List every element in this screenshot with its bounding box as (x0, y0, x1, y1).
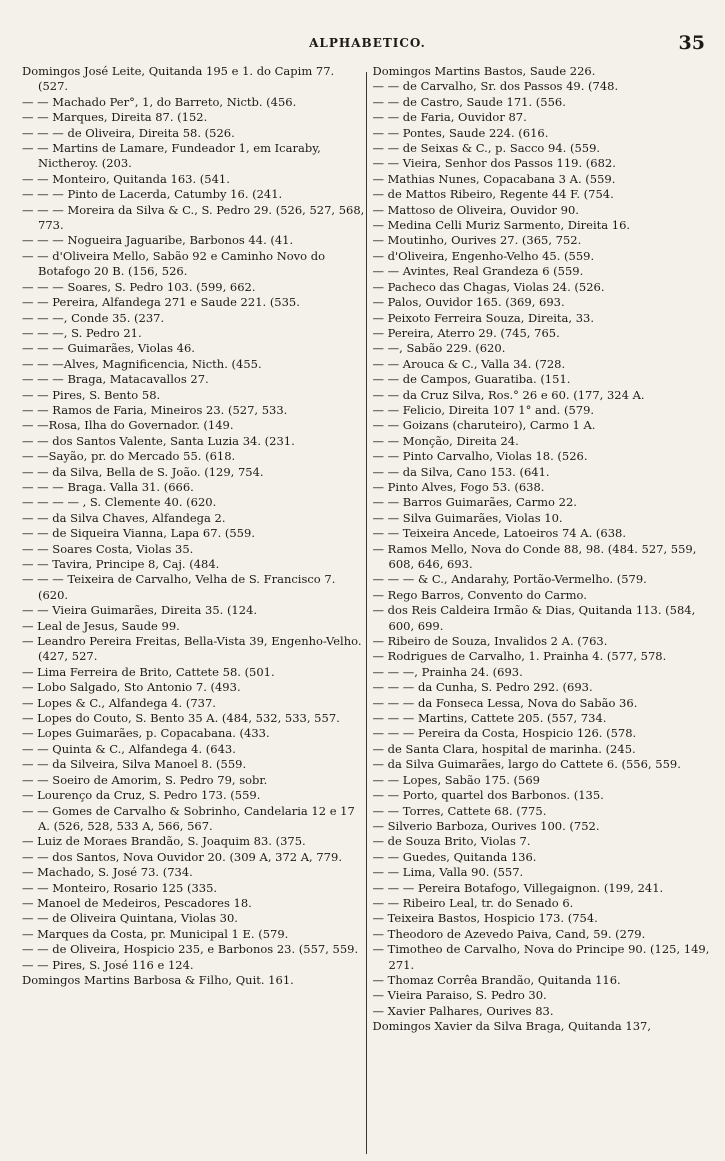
directory-entry: — — da Silva, Bella de S. João. (129, 754. (22, 464, 264, 479)
directory-entry: — — — Braga. Valla 31. (666. (22, 479, 194, 494)
directory-entry: — — Torres, Cattete 68. (775. (372, 803, 547, 818)
directory-entry: — — Vieira Guimarães, Direita 35. (124. (22, 603, 258, 618)
directory-entry: — Mattoso de Oliveira, Ouvidor 90. (372, 202, 579, 217)
directory-entry: — — Ramos de Faria, Mineiros 23. (527, 533. (22, 402, 288, 417)
directory-entry: — — — Martins, Cattete 205. (557, 734. (372, 711, 607, 726)
directory-entry: — Theodoro de Azevedo Paiva, Cand, 59. (279. (372, 926, 646, 941)
directory-entry: — da Silva Guimarães, largo do Cattete 6. (556, 559. (372, 757, 681, 772)
directory-entry: — — da Silva Chaves, Alfandega 2. (22, 510, 226, 525)
directory-entry: — — —Alves, Magnificencia, Nicth. (455. (22, 356, 262, 371)
directory-entry: — Rego Barros, Convento do Carmo. (372, 587, 587, 602)
directory-entry: — Pacheco das Chagas, Violas 24. (526. (372, 279, 605, 294)
directory-entry: Domingos José Leite, Quitanda 195 e 1. do Capim 77. (527. (22, 64, 335, 94)
page-number: 35 (678, 32, 705, 54)
directory-entry: — de Mattos Ribeiro, Regente 44 F. (754. (372, 187, 614, 202)
directory-entry: — — — da Fonseca Lessa, Nova do Sabão 36. (372, 695, 638, 710)
directory-entry: — — Monção, Direita 24. (372, 433, 519, 448)
directory-entry: — — d'Oliveira Mello, Sabão 92 e Caminho Novo do Botafogo 20 B. (156, 526. (22, 248, 326, 279)
directory-entry: — — Guedes, Quitanda 136. (372, 849, 537, 864)
directory-entry: — — de Oliveira, Hospicio 235, e Barbonos 23. (557, 559. (22, 942, 359, 957)
directory-entry: — — Arouca & C., Valla 34. (728. (372, 356, 566, 371)
directory-entry: — — da Silva, Cano 153. (641. (372, 464, 550, 479)
directory-entry: — Lourenço da Cruz, S. Pedro 173. (559. (22, 788, 261, 803)
directory-entry: — dos Reis Caldeira Irmão & Dias, Quitanda 113. (584, 600, 699. (372, 603, 696, 633)
directory-entry: — — — Pinto de Lacerda, Catumby 16. (241. (22, 187, 283, 202)
directory-entry: — — — & C., Andarahy, Portão-Vermelho. (579. (372, 572, 647, 587)
directory-entry: — — da Cruz Silva, Ros.° 26 e 60. (177, 324 A. (372, 387, 645, 402)
directory-entry: — — Lopes, Sabão 175. (569 (372, 772, 540, 787)
directory-entry: — Lima Ferreira de Brito, Cattete 58. (501. (22, 664, 275, 679)
page-header (28, 32, 707, 58)
directory-entry: — — Tavira, Principe 8, Caj. (484. (22, 557, 220, 571)
directory-entry: — — dos Santos, Nova Ouvidor 20. (309 A, 372 A, 779. (22, 849, 342, 864)
directory-entry: — Lopes & C., Alfandega 4. (737. (22, 695, 216, 710)
directory-entry: — — — Pereira Botafogo, Villegaignon. (199, 241. (372, 880, 664, 895)
directory-entry: — —Rosa, Ilha do Governador. (149. (22, 418, 234, 433)
directory-entry: Domingos Martins Bastos, Saude 226. (372, 64, 596, 78)
directory-entry: Domingos Xavier da Silva Braga, Quitanda 137, (372, 1019, 651, 1034)
directory-entry: — — — Guimarães, Violas 46. (22, 341, 195, 356)
directory-entry: — — Lima, Valla 90. (557. (372, 865, 524, 880)
directory-entry: — de Santa Clara, hospital de marinha. (245. (372, 741, 636, 756)
directory-entry: — — — Pereira da Costa, Hospicio 126. (578. (372, 726, 637, 741)
directory-entry: — — Goizans (charuteiro), Carmo 1 A. (372, 418, 596, 433)
directory-entry: — —, Sabão 229. (620. (372, 341, 506, 356)
directory-entry: — Rodrigues de Carvalho, 1. Prainha 4. (577, 578. (372, 649, 667, 664)
directory-entry: — — Soares Costa, Violas 35. (22, 541, 194, 556)
directory-entry: — — de Siqueira Vianna, Lapa 67. (559. (22, 526, 255, 541)
directory-entry: — — de Carvalho, Sr. dos Passos 49. (748. (372, 79, 619, 94)
directory-entry: — — Silva Guimarães, Violas 10. (372, 510, 563, 525)
directory-entry: — — — Nogueira Jaguaribe, Barbonos 44. (41. (22, 233, 294, 248)
directory-entry: — Pereira, Aterro 29. (745, 765. (372, 325, 560, 340)
directory-entry: — — de Castro, Saude 171. (556. (372, 94, 566, 109)
directory-entry: — — Teixeira Ancede, Latoeiros 74 A. (638. (372, 526, 626, 541)
directory-entry: — Lopes Guimarães, p. Copacabana. (433. (22, 726, 270, 741)
directory-entry: — — — Moreira da Silva & C., S. Pedro 29. (526, 527, 568, 773. (22, 202, 365, 233)
directory-entry: — — —, Conde 35. (237. (22, 310, 165, 325)
directory-entry: — Medina Celli Muriz Sarmento, Direita 16. (372, 218, 631, 233)
directory-entry: — — Pires, S. Bento 58. (22, 387, 161, 402)
directory-entry: — Timotheo de Carvalho, Nova do Principe 90. (125, 149, 271. (372, 942, 710, 972)
directory-entry: — — da Silveira, Silva Manoel 8. (559. (22, 757, 247, 772)
directory-entry: — Pinto Alves, Fogo 53. (638. (372, 479, 545, 494)
directory-entry: — — —, Prainha 24. (693. (372, 664, 523, 679)
directory-entry: — — Gomes de Carvalho & Sobrinho, Candelaria 12 e 17 A. (526, 528, 533 A, 566, 567. (22, 803, 355, 833)
directory-entry: — — — Braga, Matacavallos 27. (22, 372, 209, 387)
directory-entry: — — Pontes, Saude 224. (616. (372, 125, 549, 140)
directory-entry: — — — da Cunha, S. Pedro 292. (693. (372, 680, 593, 695)
directory-entry: — — Pinto Carvalho, Violas 18. (526. (372, 449, 588, 464)
directory-entry: — Peixoto Ferreira Souza, Direita, 33. (372, 310, 595, 325)
directory-entry: — Ramos Mello, Nova do Conde 88, 98. (484. 527, 559, 608, 646, 693. (372, 541, 697, 571)
directory-entry: — — Avintes, Real Grandeza 6 (559. (372, 264, 584, 279)
directory-entry: — — Pereira, Alfandega 271 e Saude 221. (535. (22, 295, 300, 310)
directory-entry: — Lobo Salgado, Sto Antonio 7. (493. (22, 680, 241, 695)
directory-entry: — —Sayão, pr. do Mercado 55. (618. (22, 449, 236, 464)
left-column (22, 64, 366, 1154)
directory-entry: — Thomaz Corrêa Brandão, Quitanda 116. (372, 972, 621, 987)
directory-entry: — — de Oliveira Quintana, Violas 30. (22, 911, 238, 926)
directory-entry: — Moutinho, Ourives 27. (365, 752. (372, 233, 582, 248)
directory-entry: — — de Faria, Ouvidor 87. (372, 110, 527, 125)
directory-entry: — Palos, Ouvidor 165. (369, 693. (372, 295, 565, 310)
directory-entry: — Luiz de Moraes Brandão, S. Joaquim 83. (375. (22, 834, 306, 849)
directory-entry: — — de Campos, Guaratiba. (151. (372, 372, 571, 387)
directory-entry: — — Monteiro, Rosario 125 (335. (22, 880, 218, 895)
directory-entry: — — dos Santos Valente, Santa Luzia 34. (231. (22, 433, 295, 448)
directory-entry: — Ribeiro de Souza, Invalidos 2 A. (763. (372, 634, 608, 649)
directory-entry: — Leal de Jesus, Saude 99. (22, 618, 180, 633)
directory-entry: — Mathias Nunes, Copacabana 3 A. (559. (372, 171, 616, 186)
directory-entry: — — Porto, quartel dos Barbonos. (135. (372, 788, 604, 803)
running-head: ALPHABETICO. (309, 36, 426, 50)
directory-entry: — Lopes do Couto, S. Bento 35 A. (484, 532, 533, 557. (22, 711, 340, 726)
directory-entry: — — — Soares, S. Pedro 103. (599, 662. (22, 279, 256, 294)
directory-entry: — — — — , S. Clemente 40. (620. (22, 495, 217, 510)
directory-entry: — — Pires, S. José 116 e 124. (22, 957, 194, 972)
directory-entry: — Vieira Paraiso, S. Pedro 30. (372, 988, 547, 1003)
directory-entry: — — —, S. Pedro 21. (22, 325, 142, 340)
directory-entry: — Manoel de Medeiros, Pescadores 18. (22, 895, 252, 910)
directory-entry: — de Souza Brito, Violas 7. (372, 834, 531, 849)
directory-entry: — — Monteiro, Quitanda 163. (541. (22, 171, 230, 186)
directory-entry: — d'Oliveira, Engenho-Velho 45. (559. (372, 248, 595, 263)
directory-entry: — — — Teixeira de Carvalho, Velha de S. Francisco 7. (620. (22, 572, 336, 602)
directory-entry: — Xavier Palhares, Ourives 83. (372, 1003, 554, 1018)
directory-entry: — — Soeiro de Amorim, S. Pedro 79, sobr. (22, 772, 268, 787)
directory-entry: — Marques da Costa, pr. Municipal 1 E. (579. (22, 926, 289, 941)
directory-entry: Domingos Martins Barbosa & Filho, Quit. 161. (22, 972, 294, 987)
directory-entry: — — Barros Guimarães, Carmo 22. (372, 495, 577, 510)
directory-entry: — Leandro Pereira Freitas, Bella-Vista 39, Engenho-Velho. (427, 527. (22, 634, 362, 664)
right-column (367, 64, 711, 1154)
two-column-listing (22, 64, 710, 1154)
directory-entry: — — Quinta & C., Alfandega 4. (643. (22, 741, 236, 756)
directory-entry: — Silverio Barboza, Ourives 100. (752. (372, 818, 600, 833)
directory-entry: — — Felicio, Direita 107 1° and. (579. (372, 402, 595, 417)
directory-entry: — Machado, S. José 73. (734. (22, 865, 193, 880)
directory-entry: — — de Seixas & C., p. Sacco 94. (559. (372, 141, 601, 156)
directory-entry: — — Vieira, Senhor dos Passos 119. (682. (372, 156, 616, 171)
directory-entry: — Teixeira Bastos, Hospicio 173. (754. (372, 911, 598, 926)
directory-entry: — — Machado Per°, 1, do Barreto, Nictb. (456. (22, 94, 297, 109)
directory-entry: — — — de Oliveira, Direita 58. (526. (22, 125, 235, 140)
directory-entry: — — Martins de Lamare, Fundeador 1, em Icaraby, Nictheroy. (203. (22, 141, 321, 171)
directory-entry: — — Marques, Direita 87. (152. (22, 110, 208, 125)
directory-entry: — — Ribeiro Leal, tr. do Senado 6. (372, 895, 574, 910)
